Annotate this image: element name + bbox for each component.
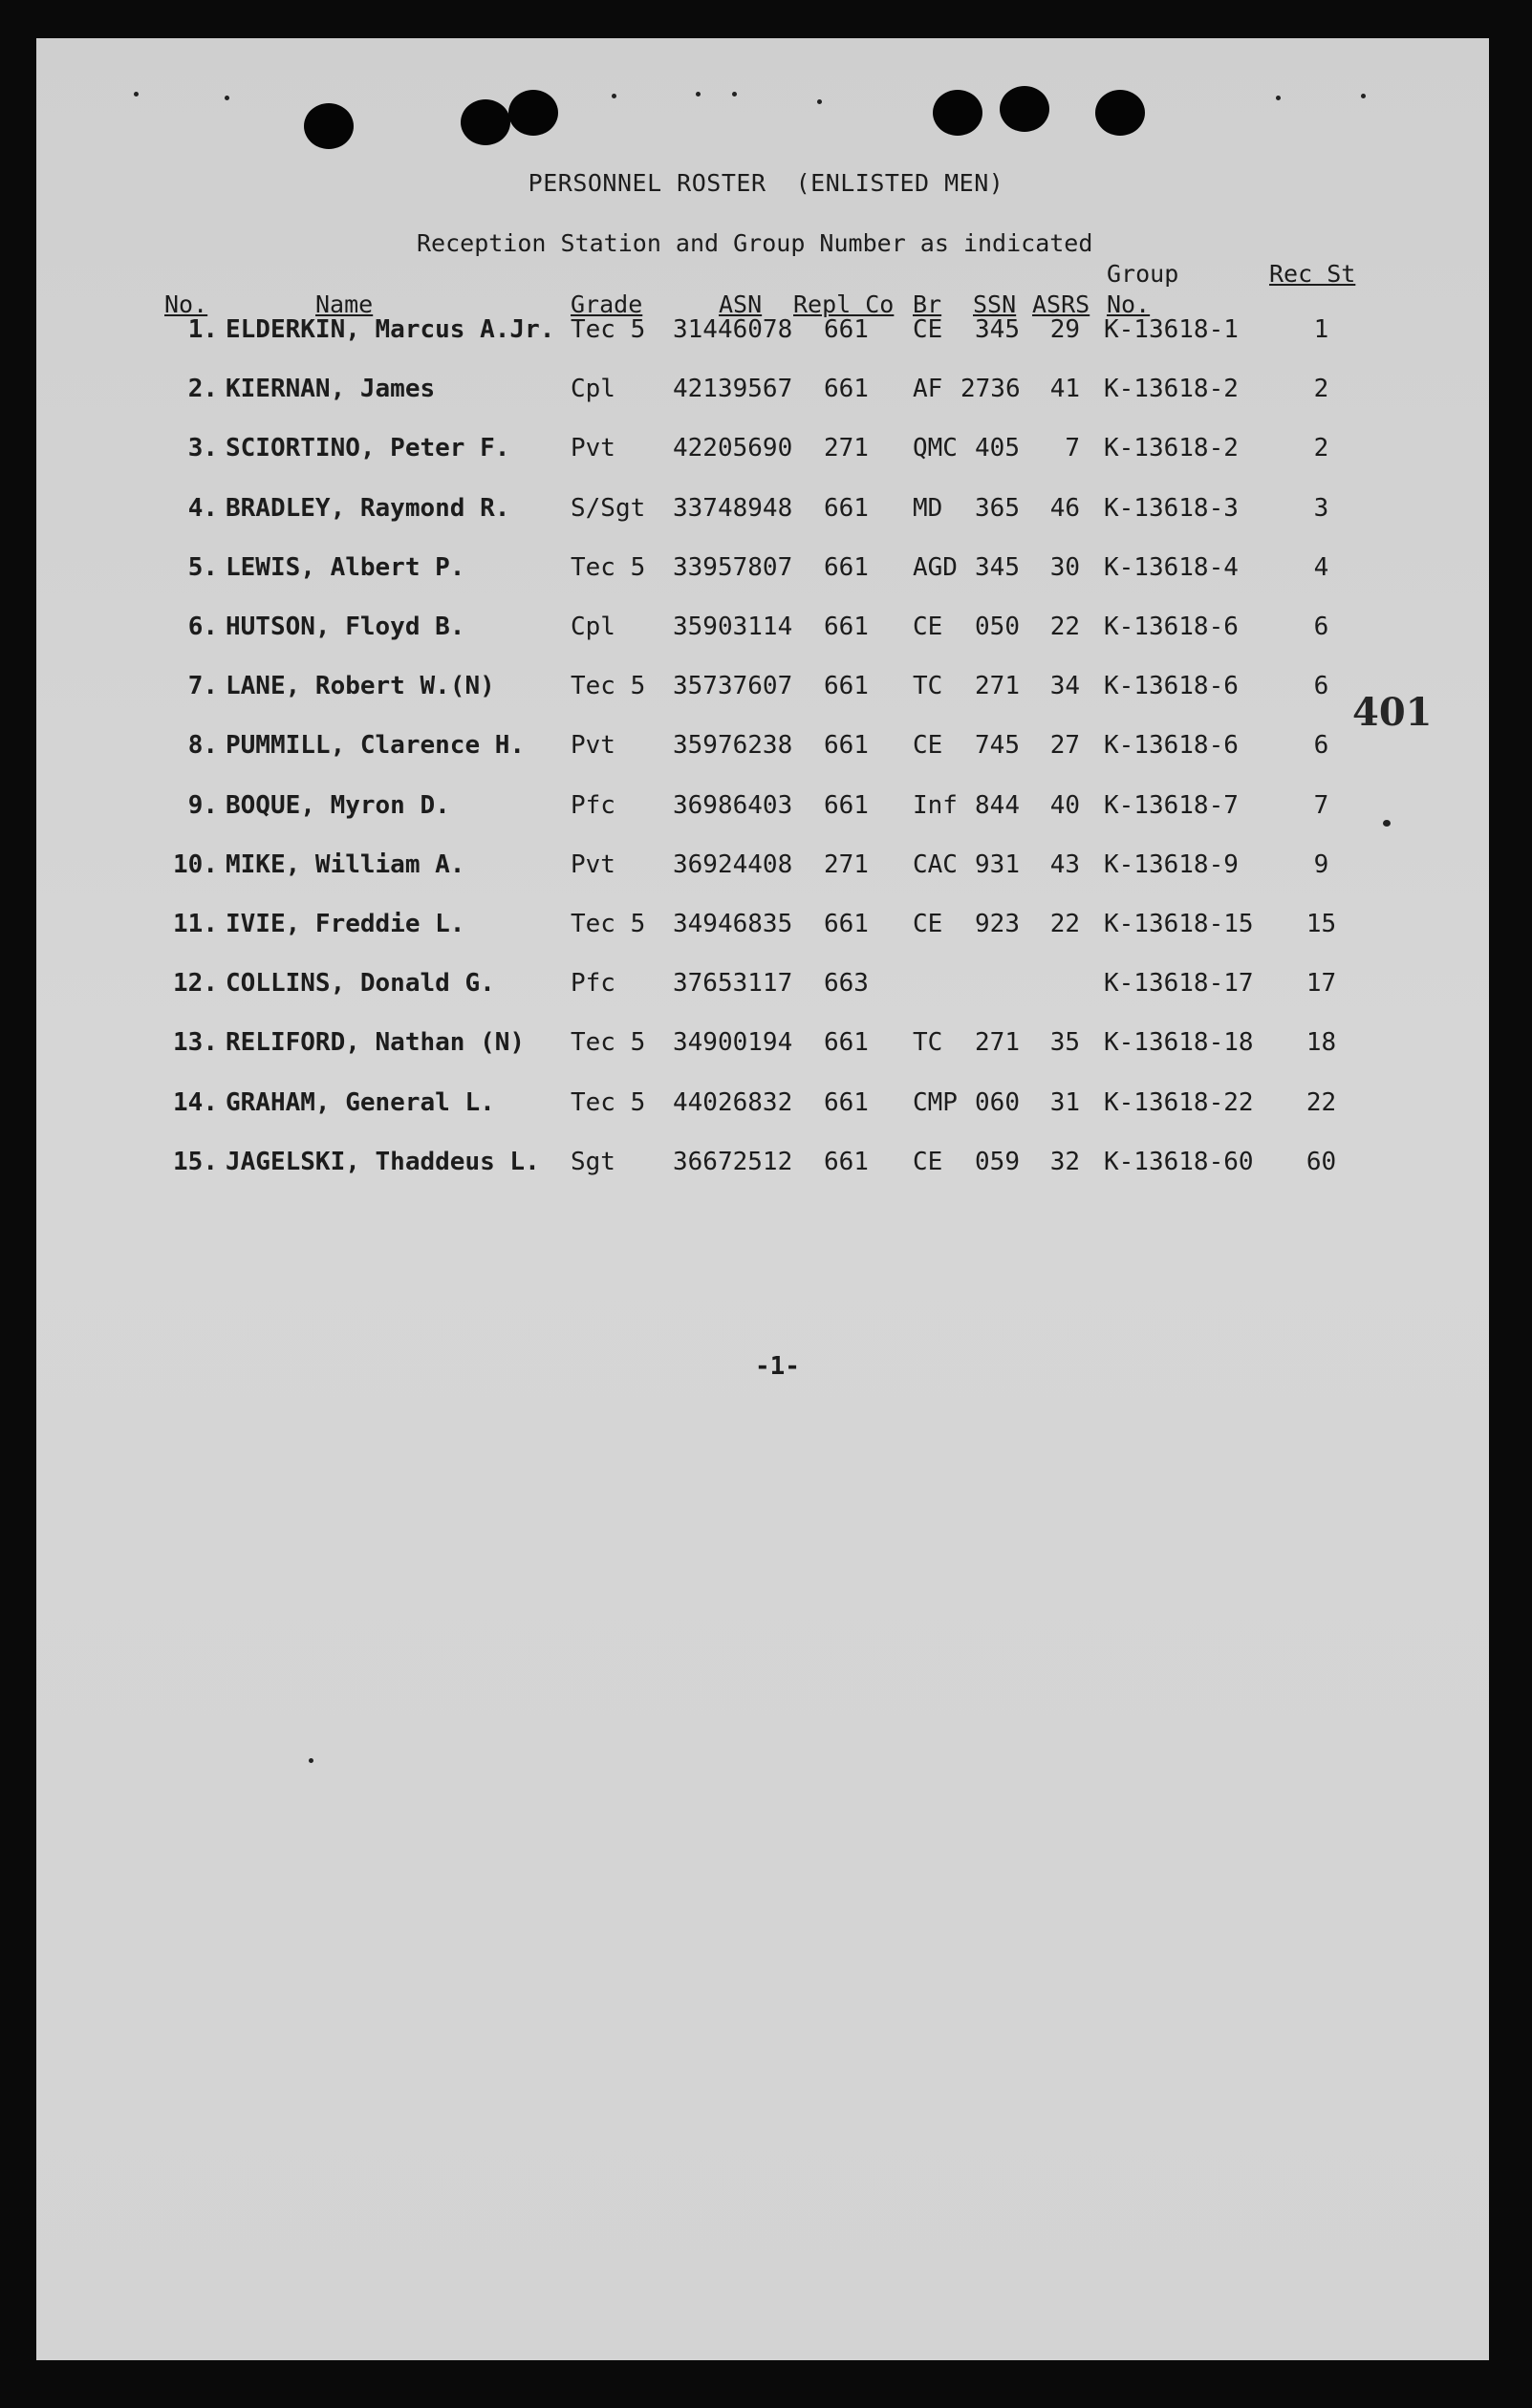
cell-group: K-13618-17 [1104, 969, 1254, 998]
cell-no: 12. [173, 969, 218, 998]
cell-asn: 33957807 [673, 553, 793, 582]
cell-ssn: 345 [975, 553, 1020, 582]
cell-br: QMC [913, 434, 958, 462]
cell-rec: 7 [1313, 791, 1329, 820]
header-no: No. [164, 290, 208, 318]
cell-ssn: 2736 [960, 375, 1021, 403]
cell-rec: 15 [1305, 910, 1337, 938]
cell-grade: Pvt [571, 434, 615, 462]
cell-ssn: 931 [975, 850, 1020, 879]
table-row [0, 315, 1532, 354]
cell-asrs: 27 [1049, 731, 1080, 760]
cell-rec: 6 [1313, 731, 1329, 760]
cell-asn: 34900194 [673, 1028, 793, 1057]
cell-asn: 44026832 [673, 1088, 793, 1117]
cell-ssn: 271 [975, 1028, 1020, 1057]
cell-rec: 6 [1313, 672, 1329, 700]
cell-rec: 18 [1305, 1028, 1337, 1057]
table-row [0, 1088, 1532, 1127]
speck [309, 1758, 313, 1763]
cell-repl: 661 [824, 1028, 869, 1057]
cell-asn: 36924408 [673, 850, 793, 879]
cell-no: 13. [173, 1028, 218, 1057]
cell-grade: Pvt [571, 731, 615, 760]
cell-asrs: 22 [1049, 613, 1080, 641]
cell-group: K-13618-1 [1104, 315, 1239, 344]
cell-asrs: 41 [1049, 375, 1080, 403]
cell-grade: Cpl [571, 375, 615, 403]
cell-asn: 33748948 [673, 494, 793, 523]
cell-asn: 35737607 [673, 672, 793, 700]
punch-hole [508, 90, 558, 136]
cell-br: CE [913, 1148, 943, 1176]
table-row [0, 553, 1532, 591]
cell-repl: 271 [824, 434, 869, 462]
cell-no: 2. [187, 375, 218, 403]
cell-group: K-13618-7 [1104, 791, 1239, 820]
cell-no: 1. [187, 315, 218, 344]
cell-group: K-13618-6 [1104, 731, 1239, 760]
cell-no: 6. [187, 613, 218, 641]
cell-asn: 35903114 [673, 613, 793, 641]
cell-br: AF [913, 375, 943, 403]
cell-asrs: 7 [1065, 434, 1080, 462]
cell-grade: Tec 5 [571, 1088, 646, 1117]
cell-name: MIKE, William A. [226, 850, 465, 879]
table-row [0, 791, 1532, 829]
cell-asrs: 32 [1049, 1148, 1080, 1176]
cell-repl: 661 [824, 791, 869, 820]
cell-br: CE [913, 731, 943, 760]
cell-rec: 2 [1313, 375, 1329, 403]
cell-group: K-13618-22 [1104, 1088, 1254, 1117]
cell-asn: 34946835 [673, 910, 793, 938]
cell-rec: 60 [1305, 1148, 1337, 1176]
cell-no: 10. [173, 850, 218, 879]
cell-grade: Tec 5 [571, 672, 646, 700]
cell-name: LANE, Robert W.(N) [226, 672, 495, 700]
cell-name: ELDERKIN, Marcus A.Jr. [226, 315, 555, 344]
cell-asrs: 30 [1049, 553, 1080, 582]
cell-name: PUMMILL, Clarence H. [226, 731, 526, 760]
cell-grade: Pvt [571, 850, 615, 879]
cell-grade: Tec 5 [571, 1028, 646, 1057]
cell-asn: 42139567 [673, 375, 793, 403]
table-row [0, 969, 1532, 1007]
cell-grade: Tec 5 [571, 315, 646, 344]
table-row [0, 731, 1532, 769]
table-row [0, 1148, 1532, 1186]
cell-repl: 661 [824, 910, 869, 938]
cell-asn: 36986403 [673, 791, 793, 820]
punch-hole [461, 99, 510, 145]
punch-hole [933, 90, 982, 136]
cell-no: 5. [187, 553, 218, 582]
cell-repl: 661 [824, 494, 869, 523]
page-title: PERSONNEL ROSTER (ENLISTED MEN) [528, 169, 1004, 197]
cell-ssn: 059 [975, 1148, 1020, 1176]
cell-asrs: 29 [1049, 315, 1080, 344]
cell-group: K-13618-6 [1104, 613, 1239, 641]
cell-rec: 3 [1313, 494, 1329, 523]
cell-ssn: 844 [975, 791, 1020, 820]
cell-name: BOQUE, Myron D. [226, 791, 450, 820]
page-subtitle: Reception Station and Group Number as indicated [417, 229, 1093, 257]
cell-repl: 663 [824, 969, 869, 998]
cell-group: K-13618-9 [1104, 850, 1239, 879]
cell-repl: 661 [824, 553, 869, 582]
cell-group: K-13618-18 [1104, 1028, 1254, 1057]
header-ssn: SSN [973, 290, 1017, 318]
cell-grade: Pfc [571, 969, 615, 998]
cell-no: 9. [187, 791, 218, 820]
header-group-top: Group [1107, 260, 1179, 288]
header-repl: Repl Co [793, 290, 895, 318]
cell-grade: Tec 5 [571, 910, 646, 938]
cell-ssn: 345 [975, 315, 1020, 344]
punch-hole [1000, 86, 1049, 132]
cell-asrs: 40 [1049, 791, 1080, 820]
handwritten-stamp-number: 401 [1352, 690, 1433, 735]
cell-no: 15. [173, 1148, 218, 1176]
cell-repl: 271 [824, 850, 869, 879]
cell-name: COLLINS, Donald G. [226, 969, 495, 998]
cell-repl: 661 [824, 1088, 869, 1117]
cell-group: K-13618-6 [1104, 672, 1239, 700]
header-name: Name [315, 290, 374, 318]
cell-group: K-13618-15 [1104, 910, 1254, 938]
cell-asrs: 46 [1049, 494, 1080, 523]
cell-repl: 661 [824, 672, 869, 700]
speck [225, 96, 229, 100]
speck [612, 94, 616, 98]
cell-asn: 35976238 [673, 731, 793, 760]
cell-name: RELIFORD, Nathan (N) [226, 1028, 526, 1057]
cell-asrs: 31 [1049, 1088, 1080, 1117]
cell-grade: Cpl [571, 613, 615, 641]
cell-rec: 22 [1305, 1088, 1337, 1117]
cell-asrs: 43 [1049, 850, 1080, 879]
cell-name: BRADLEY, Raymond R. [226, 494, 510, 523]
cell-no: 4. [187, 494, 218, 523]
table-row [0, 494, 1532, 532]
cell-br: CE [913, 613, 943, 641]
cell-asrs: 34 [1049, 672, 1080, 700]
cell-br: AGD [913, 553, 958, 582]
cell-rec: 4 [1313, 553, 1329, 582]
header-grade: Grade [571, 290, 643, 318]
cell-no: 7. [187, 672, 218, 700]
cell-br: CAC [913, 850, 958, 879]
cell-name: JAGELSKI, Thaddeus L. [226, 1148, 540, 1176]
cell-ssn: 405 [975, 434, 1020, 462]
cell-br: MD [913, 494, 943, 523]
cell-asn: 42205690 [673, 434, 793, 462]
punch-hole [1095, 90, 1145, 136]
cell-no: 8. [187, 731, 218, 760]
cell-rec: 2 [1313, 434, 1329, 462]
cell-repl: 661 [824, 375, 869, 403]
speck [817, 99, 822, 104]
page-number: -1- [755, 1352, 800, 1381]
speck [696, 92, 701, 97]
header-group-bottom: No. [1107, 290, 1151, 318]
cell-ssn: 923 [975, 910, 1020, 938]
speck [134, 92, 139, 97]
cell-ssn: 365 [975, 494, 1020, 523]
cell-rec: 9 [1313, 850, 1329, 879]
cell-br: TC [913, 1028, 943, 1057]
cell-name: KIERNAN, James [226, 375, 436, 403]
header-asn: ASN [719, 290, 763, 318]
cell-group: K-13618-3 [1104, 494, 1239, 523]
cell-group: K-13618-2 [1104, 434, 1239, 462]
table-row [0, 613, 1532, 651]
cell-asrs: 22 [1049, 910, 1080, 938]
header-br: Br [913, 290, 942, 318]
cell-name: SCIORTINO, Peter F. [226, 434, 510, 462]
cell-br: CE [913, 910, 943, 938]
cell-ssn: 060 [975, 1088, 1020, 1117]
table-row [0, 434, 1532, 472]
cell-repl: 661 [824, 731, 869, 760]
cell-asrs: 35 [1049, 1028, 1080, 1057]
cell-grade: Sgt [571, 1148, 615, 1176]
cell-no: 14. [173, 1088, 218, 1117]
cell-ssn: 745 [975, 731, 1020, 760]
speck [732, 92, 737, 97]
cell-no: 11. [173, 910, 218, 938]
cell-br: TC [913, 672, 943, 700]
cell-no: 3. [187, 434, 218, 462]
cell-name: GRAHAM, General L. [226, 1088, 495, 1117]
cell-grade: Tec 5 [571, 553, 646, 582]
cell-asn: 36672512 [673, 1148, 793, 1176]
cell-grade: S/Sgt [571, 494, 646, 523]
cell-name: HUTSON, Floyd B. [226, 613, 465, 641]
cell-repl: 661 [824, 315, 869, 344]
cell-rec: 1 [1313, 315, 1329, 344]
cell-name: LEWIS, Albert P. [226, 553, 465, 582]
table-row [0, 850, 1532, 889]
cell-br: CE [913, 315, 943, 344]
cell-br: CMP [913, 1088, 958, 1117]
cell-repl: 661 [824, 1148, 869, 1176]
header-rec: Rec St [1269, 260, 1356, 288]
cell-grade: Pfc [571, 791, 615, 820]
cell-group: K-13618-2 [1104, 375, 1239, 403]
speck [1276, 96, 1281, 100]
table-row [0, 672, 1532, 710]
speck [1361, 94, 1366, 98]
cell-ssn: 271 [975, 672, 1020, 700]
header-asrs: ASRS [1032, 290, 1090, 318]
cell-name: IVIE, Freddie L. [226, 910, 465, 938]
cell-ssn: 050 [975, 613, 1020, 641]
cell-group: K-13618-4 [1104, 553, 1239, 582]
table-row [0, 1028, 1532, 1066]
punch-hole [304, 103, 354, 149]
cell-asn: 37653117 [673, 969, 793, 998]
cell-group: K-13618-60 [1104, 1148, 1254, 1176]
cell-repl: 661 [824, 613, 869, 641]
table-row [0, 910, 1532, 948]
cell-br: Inf [913, 791, 958, 820]
cell-rec: 6 [1313, 613, 1329, 641]
cell-rec: 17 [1305, 969, 1337, 998]
table-row [0, 375, 1532, 413]
cell-asn: 31446078 [673, 315, 793, 344]
